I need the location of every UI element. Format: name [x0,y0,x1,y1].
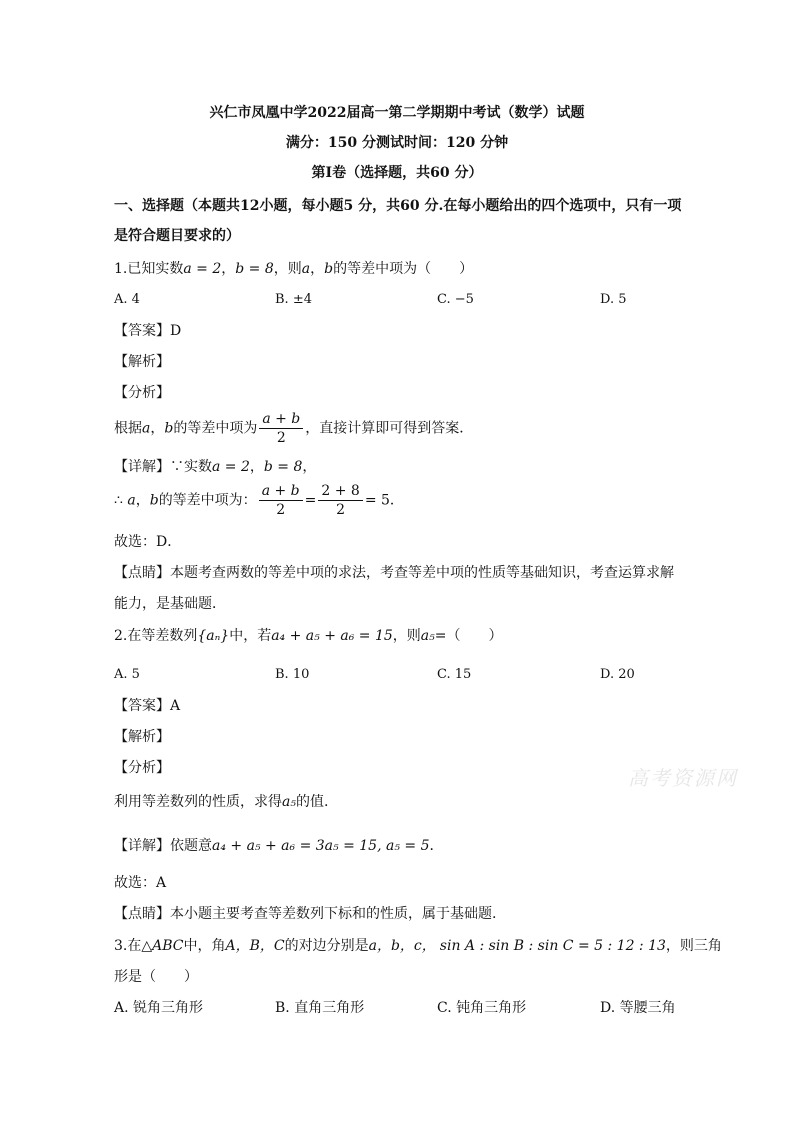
q1-conc-frac1 [259,482,303,519]
q2-analysis-var: a₅ [282,794,296,810]
q1-eq-a: a = 2 [183,261,222,277]
q3-option-b: B. 直角三角形 [275,1000,365,1016]
q2-equation: a₄ + a₅ + a₆ = 15 [271,628,393,644]
q2-option-a: A. 5 [114,667,140,682]
because-symbol: ∵ [170,459,184,475]
q1-detail-label: 【详解】 [114,459,170,475]
q1-analysis [114,410,473,447]
q1-option-c: C. −5 [437,292,474,307]
q1-frac-num: a + b [259,410,303,429]
q3-option-c: C. 钝角三角形 [437,1000,527,1016]
q1-conc-num1: a + b [259,482,303,501]
q1-comment-line1: 【点睛】本题考查两数的等差中项的求法，考查等差中项的性质等基础知识，考查运算求解 [114,565,674,581]
q1-detail-end: ， [302,459,317,475]
q1-stem-text: 1.已知实数 [114,261,184,277]
q2-stem [114,627,503,645]
q1-choice: 故选：D． [114,534,182,550]
watermark: 高考资源网 [628,766,738,790]
q1-sep: ， [221,261,236,277]
q3-then: ，则三角 [665,938,722,954]
q1-jiexi: 【解析】 [114,354,170,370]
q1-conclusion [114,482,404,519]
q2-comment: 【点睛】本小题主要考查等差数列下标和的性质，属于基础题. [114,906,497,922]
q2-question: =（ ） [434,628,503,644]
section-heading-line2: 是符合题目要求的） [114,228,240,244]
q1-conc-frac2 [318,482,362,519]
q1-frac-den: 2 [276,430,286,446]
q3-triangle: ABC [152,938,184,954]
q2-if: 中，若 [229,628,272,644]
q1-comma: ， [310,261,325,277]
q3-option-a: A. 锐角三角形 [114,1000,204,1016]
q1-fenxi: 【分析】 [114,385,170,401]
q1-var-b: b [324,261,334,277]
q2-then: ，则 [392,628,421,644]
q2-analysis [114,793,328,811]
q1-analysis-b: b [164,420,174,437]
q3-option-d: D. 等腰三角 [600,1000,676,1016]
q1-conc-comma: ， [135,492,150,509]
q2-answer: 【答案】A [114,698,181,714]
q1-analysis-post: ，直接计算即可得到答案． [305,420,474,437]
q1-conc-mid: 的等差中项为： [158,492,257,509]
q1-detail-eq-b: b = 8 [263,459,303,475]
q2-detail-eq: a₄ + a₅ + a₆ = 3a₅ = 15, a₅ = 5 [212,838,430,854]
q2-jiexi: 【解析】 [114,729,170,745]
q3-angles: A，B，C [225,938,285,954]
q1-conc-eq: = [304,492,317,509]
q1-detail-eq-a: a = 2 [212,459,250,475]
q2-option-b: B. 10 [275,667,310,682]
q1-analysis-mid: 的等差中项为 [173,420,258,437]
q2-option-d: D. 20 [600,667,635,682]
q1-detail [114,458,316,476]
q1-conc-result: = 5 [364,492,390,509]
q3-stem-text: 3.在△ [114,938,153,954]
q2-fenxi: 【分析】 [114,760,170,776]
q3-stem-line2: 形是（ ） [114,969,198,985]
q2-detail-label: 【详解】依题意 [114,838,212,854]
section-heading-line1: 一、选择题（本题共12小题，每小题5 分，共60 分.在每小题给出的四个选项中，只有一项 [114,198,682,214]
q1-analysis-a: a [142,420,151,437]
q3-stem-line1 [114,937,722,955]
q1-stem [114,260,473,278]
q1-analysis-fraction [259,410,303,447]
q2-sequence: {aₙ} [197,628,230,644]
q2-target: a₅ [420,628,435,644]
q2-analysis-post: 的值. [295,794,329,810]
q1-then: ，则 [273,261,302,277]
q1-detail-sep: ， [249,459,264,475]
q3-sides-label: 的对边分别是 [284,938,369,954]
q2-detail-end: ． [429,838,444,854]
q1-conc-end: ． [389,492,404,509]
q1-detail-text: 实数 [184,459,212,475]
exam-title: 兴仁市凤凰中学2022届高一第二学期期中考试（数学）试题 [209,105,585,121]
q1-answer: 【答案】D [114,323,182,339]
q3-angle-label: 中，角 [183,938,226,954]
score-time: 满分：150 分测试时间：120 分钟 [285,135,509,151]
q1-analysis-pre: 根据 [114,420,142,437]
q1-eq-b: b = 8 [235,261,274,277]
q2-detail [114,837,443,855]
q1-option-d: D. 5 [600,292,627,307]
volume-heading: 第Ⅰ卷（选择题，共60 分） [311,165,483,181]
q1-conc-a: a [122,492,136,509]
q1-var-a: a [301,261,311,277]
q1-option-a: A. 4 [114,292,140,307]
q1-comment-line2: 能力，是基础题． [114,596,226,612]
therefore-symbol: ∴ [114,492,123,509]
q1-question: 的等差中项为（ ） [333,261,474,277]
q2-choice: 故选：A [114,875,167,891]
q2-stem-text: 2.在等差数列 [114,628,198,644]
q2-analysis-pre: 利用等差数列的性质，求得 [114,794,282,810]
q1-conc-den1: 2 [276,502,286,518]
q1-conc-den2: 2 [336,502,346,518]
q3-sides: a，b，c， [368,938,436,954]
q1-option-b: B. ±4 [275,292,312,307]
q2-option-c: C. 15 [437,667,472,682]
q1-conc-num2: 2 + 8 [318,482,362,501]
q1-analysis-comma: ， [150,420,165,437]
q1-conc-b: b [149,492,159,509]
q3-ratio: sin A : sin B : sin C = 5 : 12 : 13 [439,938,666,954]
